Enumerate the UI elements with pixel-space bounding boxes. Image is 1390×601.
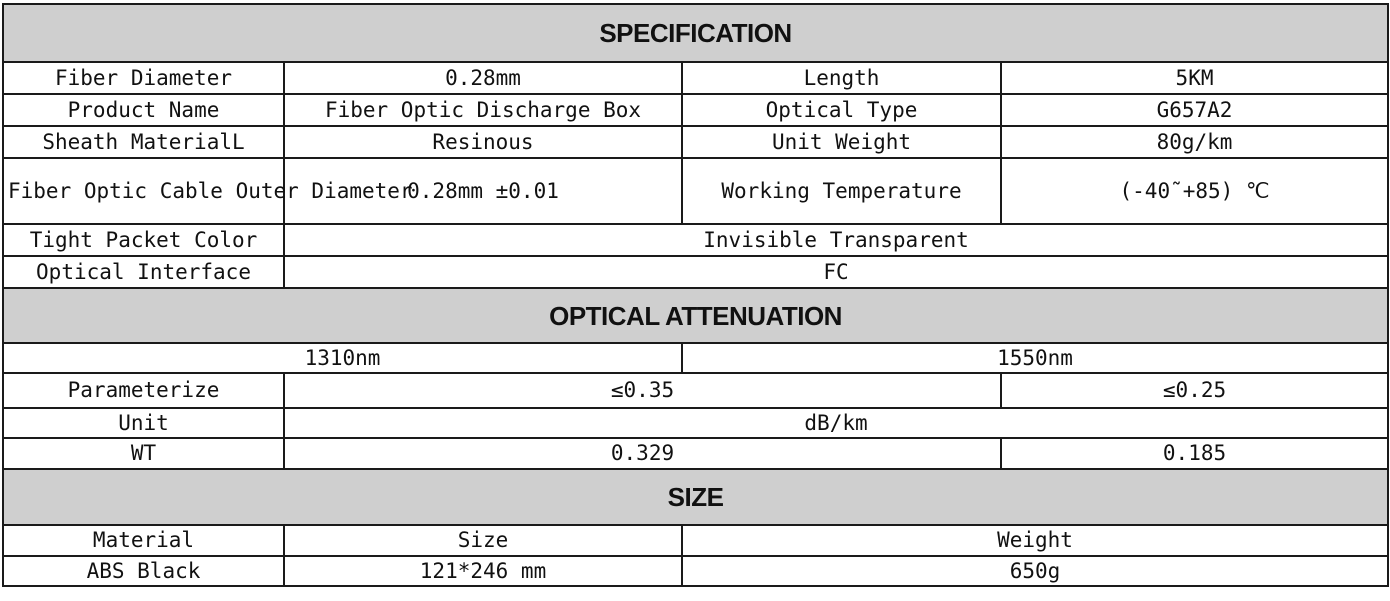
cable-outer-diameter-value: 0.28mm ±0.01 (284, 158, 682, 224)
optical-interface-value: FC (284, 256, 1388, 288)
size-header: Size (284, 525, 682, 556)
unit-label: Unit (3, 408, 284, 438)
tight-packet-color-label: Tight Packet Color (3, 224, 284, 256)
fiber-diameter-value: 0.28mm (284, 62, 682, 94)
material-value: ABS Black (3, 556, 284, 586)
wt-1310-value: 0.329 (284, 438, 1001, 469)
tight-packet-color-value: Invisible Transparent (284, 224, 1388, 256)
optical-type-label: Optical Type (682, 94, 1001, 126)
sheath-material-value: Resinous (284, 126, 682, 158)
parameterize-1310-value: ≤0.35 (284, 373, 1001, 408)
wavelength-1550-header: 1550nm (682, 343, 1388, 373)
section-size: SIZE (3, 469, 1388, 525)
size-value: 121*246 mm (284, 556, 682, 586)
wavelength-1310-header: 1310nm (3, 343, 682, 373)
optical-interface-label: Optical Interface (3, 256, 284, 288)
product-name-label: Product Name (3, 94, 284, 126)
wt-label: WT (3, 438, 284, 469)
length-label: Length (682, 62, 1001, 94)
wt-1550-value: 0.185 (1001, 438, 1388, 469)
working-temperature-value: (-40˜+85) ℃ (1001, 158, 1388, 224)
unit-weight-value: 80g/km (1001, 126, 1388, 158)
parameterize-1550-value: ≤0.25 (1001, 373, 1388, 408)
specification-table (2, 3, 1389, 587)
sheath-material-label: Sheath MaterialL (3, 126, 284, 158)
parameterize-label: Parameterize (3, 373, 284, 408)
weight-header: Weight (682, 525, 1388, 556)
product-name-value: Fiber Optic Discharge Box (284, 94, 682, 126)
cable-outer-diameter-label: Fiber Optic Cable Outer Diameter (3, 158, 284, 224)
working-temperature-label: Working Temperature (682, 158, 1001, 224)
optical-type-value: G657A2 (1001, 94, 1388, 126)
fiber-diameter-label: Fiber Diameter (3, 62, 284, 94)
unit-value: dB/km (284, 408, 1388, 438)
section-optical-attenuation: OPTICAL ATTENUATION (3, 288, 1388, 343)
weight-value: 650g (682, 556, 1388, 586)
section-specification: SPECIFICATION (3, 4, 1388, 62)
unit-weight-label: Unit Weight (682, 126, 1001, 158)
material-header: Material (3, 525, 284, 556)
length-value: 5KM (1001, 62, 1388, 94)
